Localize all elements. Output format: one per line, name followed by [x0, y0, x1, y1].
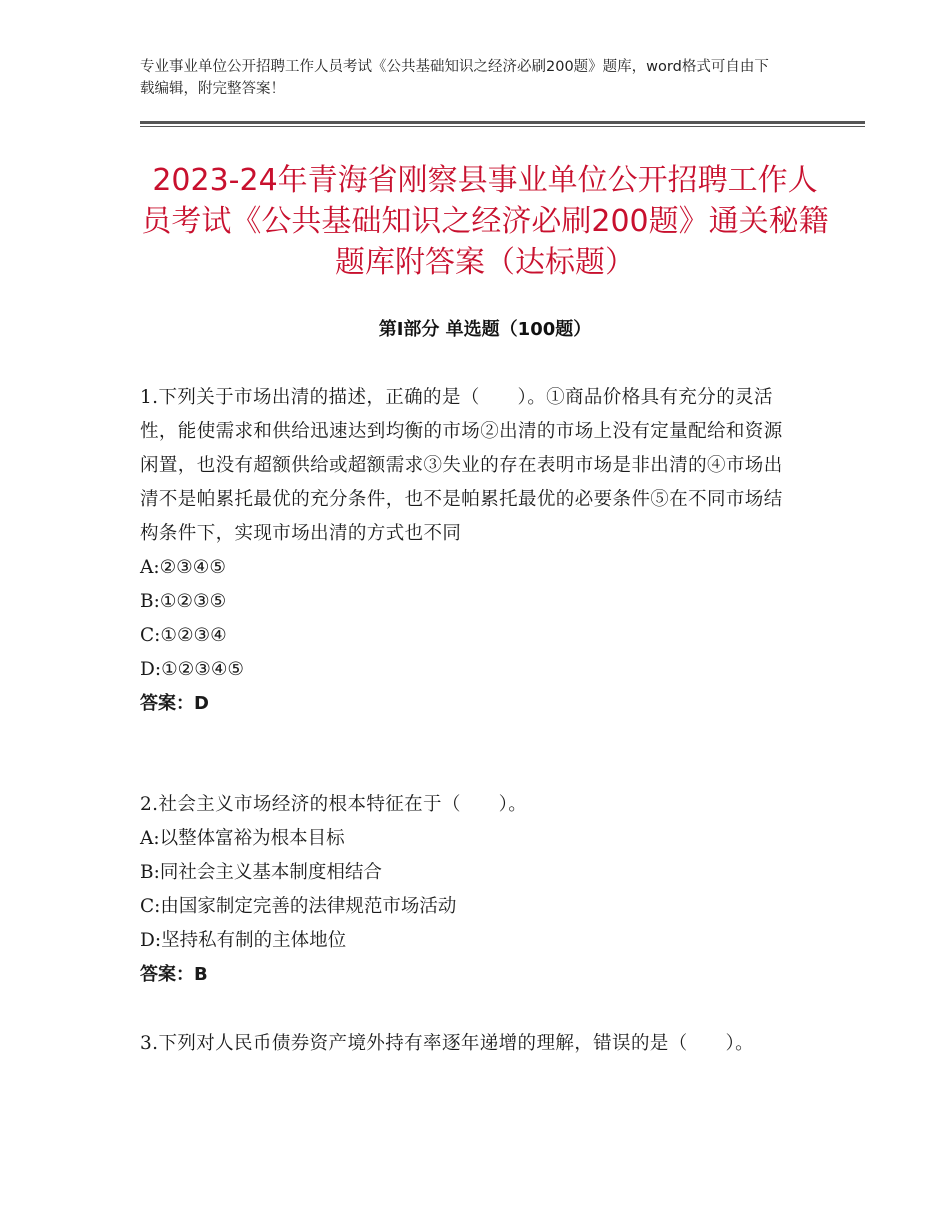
answer-label: 答案：D	[140, 693, 209, 714]
section-heading: 第Ⅰ部分 单选题（100题）	[378, 319, 592, 340]
answer-label: 答案：B	[140, 964, 208, 985]
question-stem: 3.下列对人民币债券资产境外持有率逐年递增的理解，错误的是（ ）。	[140, 1033, 755, 1054]
header-note: 专业事业单位公开招聘工作人员考试《公共基础知识之经济必刷200题》题库，word格式可自由下载编辑，附完整答案！	[140, 59, 769, 97]
option-d: D:①②③④⑤	[140, 659, 244, 680]
question-1	[140, 381, 800, 721]
question-stem: 1.下列关于市场出清的描述，正确的是（ ）。①商品价格具有充分的灵活性，能使需求和供给迅速达到均衡的市场②出清的市场上没有定量配给和资源闲置，也没有超额供给或超额需求③失业的存在表明市场是非出清的④市场出清不是帕累托最优的充分条件，也不是帕累托最优的必要条件⑤在不同市场结构条件下，实现市场出清的方式也不同	[140, 387, 783, 544]
option-d: D:坚持私有制的主体地位	[140, 930, 347, 951]
header-divider	[140, 121, 865, 127]
option-c: C:由国家制定完善的法律规范市场活动	[140, 896, 457, 917]
option-a: A:②③④⑤	[140, 557, 226, 578]
question-stem: 2.社会主义市场经济的根本特征在于（ ）。	[140, 794, 528, 815]
option-b: B:①②③⑤	[140, 591, 227, 612]
question-3	[140, 1027, 800, 1061]
question-2	[140, 788, 800, 992]
option-c: C:①②③④	[140, 625, 227, 646]
document-title: 2023-24年青海省刚察县事业单位公开招聘工作人员考试《公共基础知识之经济必刷200题》通关秘籍题库附答案（达标题）	[141, 163, 829, 280]
option-b: B:同社会主义基本制度相结合	[140, 862, 382, 883]
option-a: A:以整体富裕为根本目标	[140, 828, 345, 849]
